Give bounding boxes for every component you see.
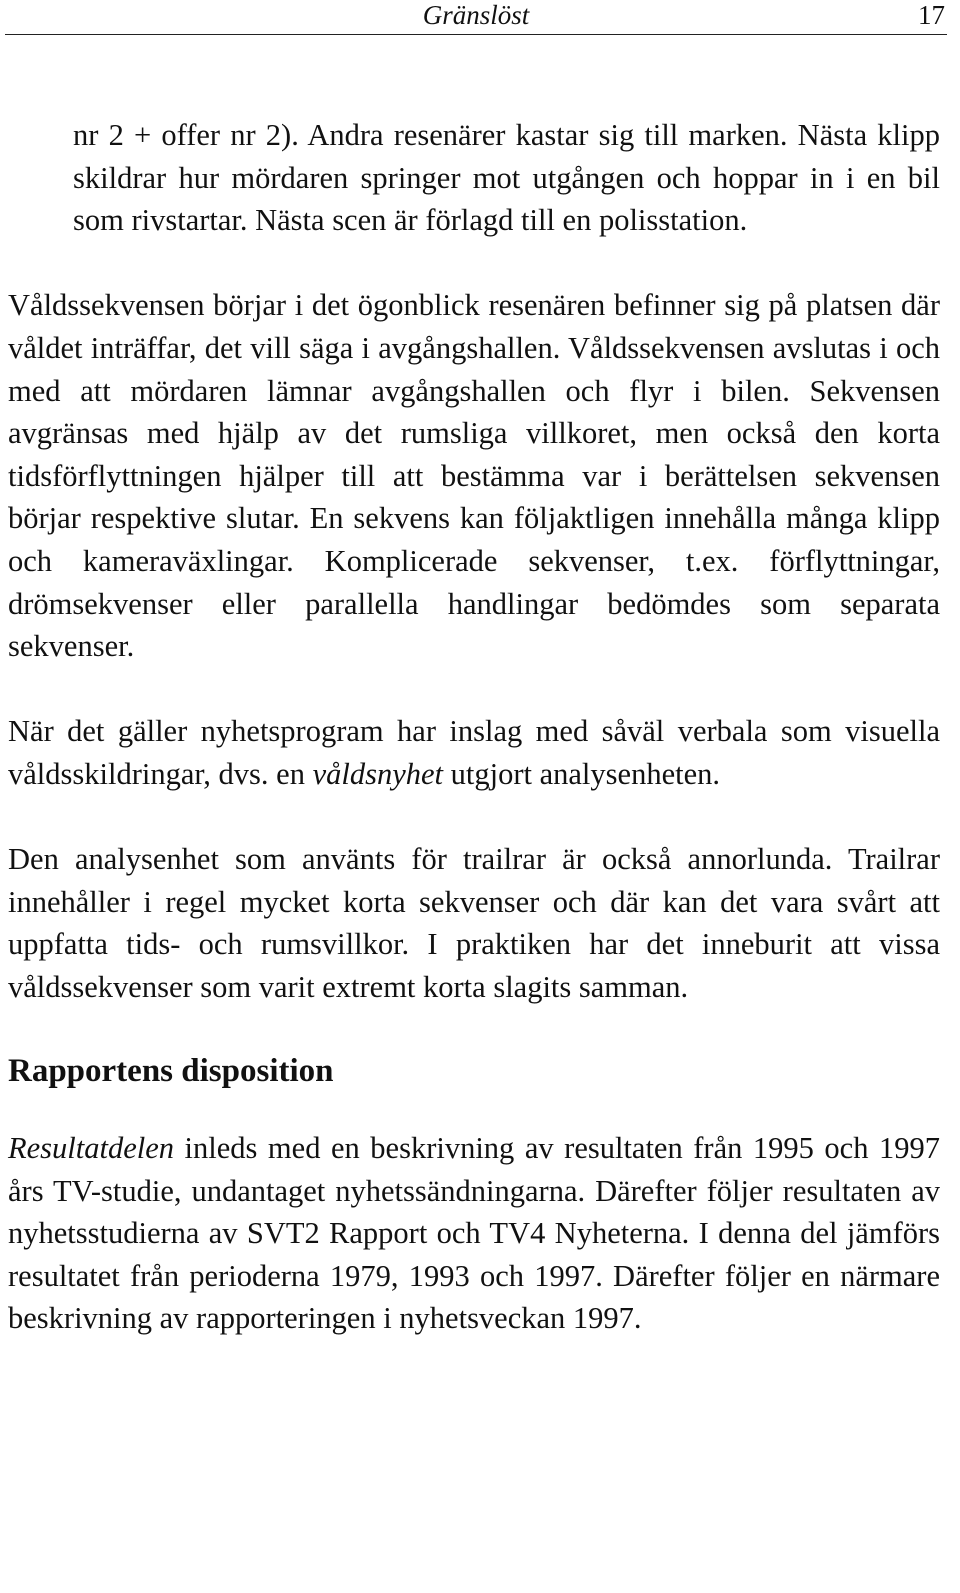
running-header xyxy=(5,0,947,35)
paragraph-continued: nr 2 + offer nr 2). Andra resenärer kastar sig till marken. Nästa klipp skildrar hur mördaren springer mot utgången och hoppar in i en bil som rivstartar. Nästa scen är förlagd till en polisstation. xyxy=(73,118,940,238)
page-body xyxy=(8,114,940,1340)
header-title: Gränslöst xyxy=(422,0,530,30)
page-number: 17 xyxy=(918,0,945,30)
paragraph-disposition-text: inleds med en beskrivning av resultaten från 1995 och 1997 års TV-studie, undantaget nyhetssändningarna. Därefter följer resultaten av nyhetsstudierna av SVT2 Rapport och TV4 Nyheterna. I denna del jämförs resultatet från perioderna 1979, 1993 och 1997. Därefter följer en närmare beskrivning av rapporteringen i nyhetsveckan 1997. xyxy=(8,1131,940,1336)
section-heading: Rapportens disposition xyxy=(8,1053,334,1090)
paragraph-trailers: Den analysenhet som använts för trailrar är också annorlunda. Trailrar innehåller i regel mycket korta sekvenser och där kan det vara svårt att uppfatta tids- och rumsvillkor. I praktiken har det inneburit att vissa våldssekvenser som varit extremt korta slagits samman. xyxy=(8,842,940,1004)
emphasis-resultatdelen: Resultatdelen xyxy=(8,1131,175,1166)
paragraph-news-unit-text-a: När det gäller nyhetsprogram har inslag med såväl verbala som visuella våldsskildringar, dvs. en xyxy=(8,714,940,791)
paragraph-sequence-definition: Våldssekvensen börjar i det ögonblick resenären befinner sig på platsen där våldet inträffar, det vill säga i avgångshallen. Våldssekvensen avslutas i och med att mördaren lämnar avgångshallen och flyr i bilen. Sekvensen avgränsas med hjälp av det rumsliga villkoret, men också den korta tidsförflyttningen hjälper till att bestämma var i berättelsen sekvensen börjar respektive slutar. En sekvens kan följaktligen innehålla många klipp och kameraväxlingar. Komplicerade sekvenser, t.ex. förflyttningar, drömsekvenser eller parallella handlingar bedömdes som separata sekvenser. xyxy=(8,288,940,664)
paragraph-disposition xyxy=(8,1127,940,1340)
paragraph-news-unit xyxy=(8,710,940,795)
paragraph-news-unit-text-b: utgjort analysenheten. xyxy=(443,756,720,791)
emphasis-valdsnyhet: våldsnyhet xyxy=(312,756,444,791)
